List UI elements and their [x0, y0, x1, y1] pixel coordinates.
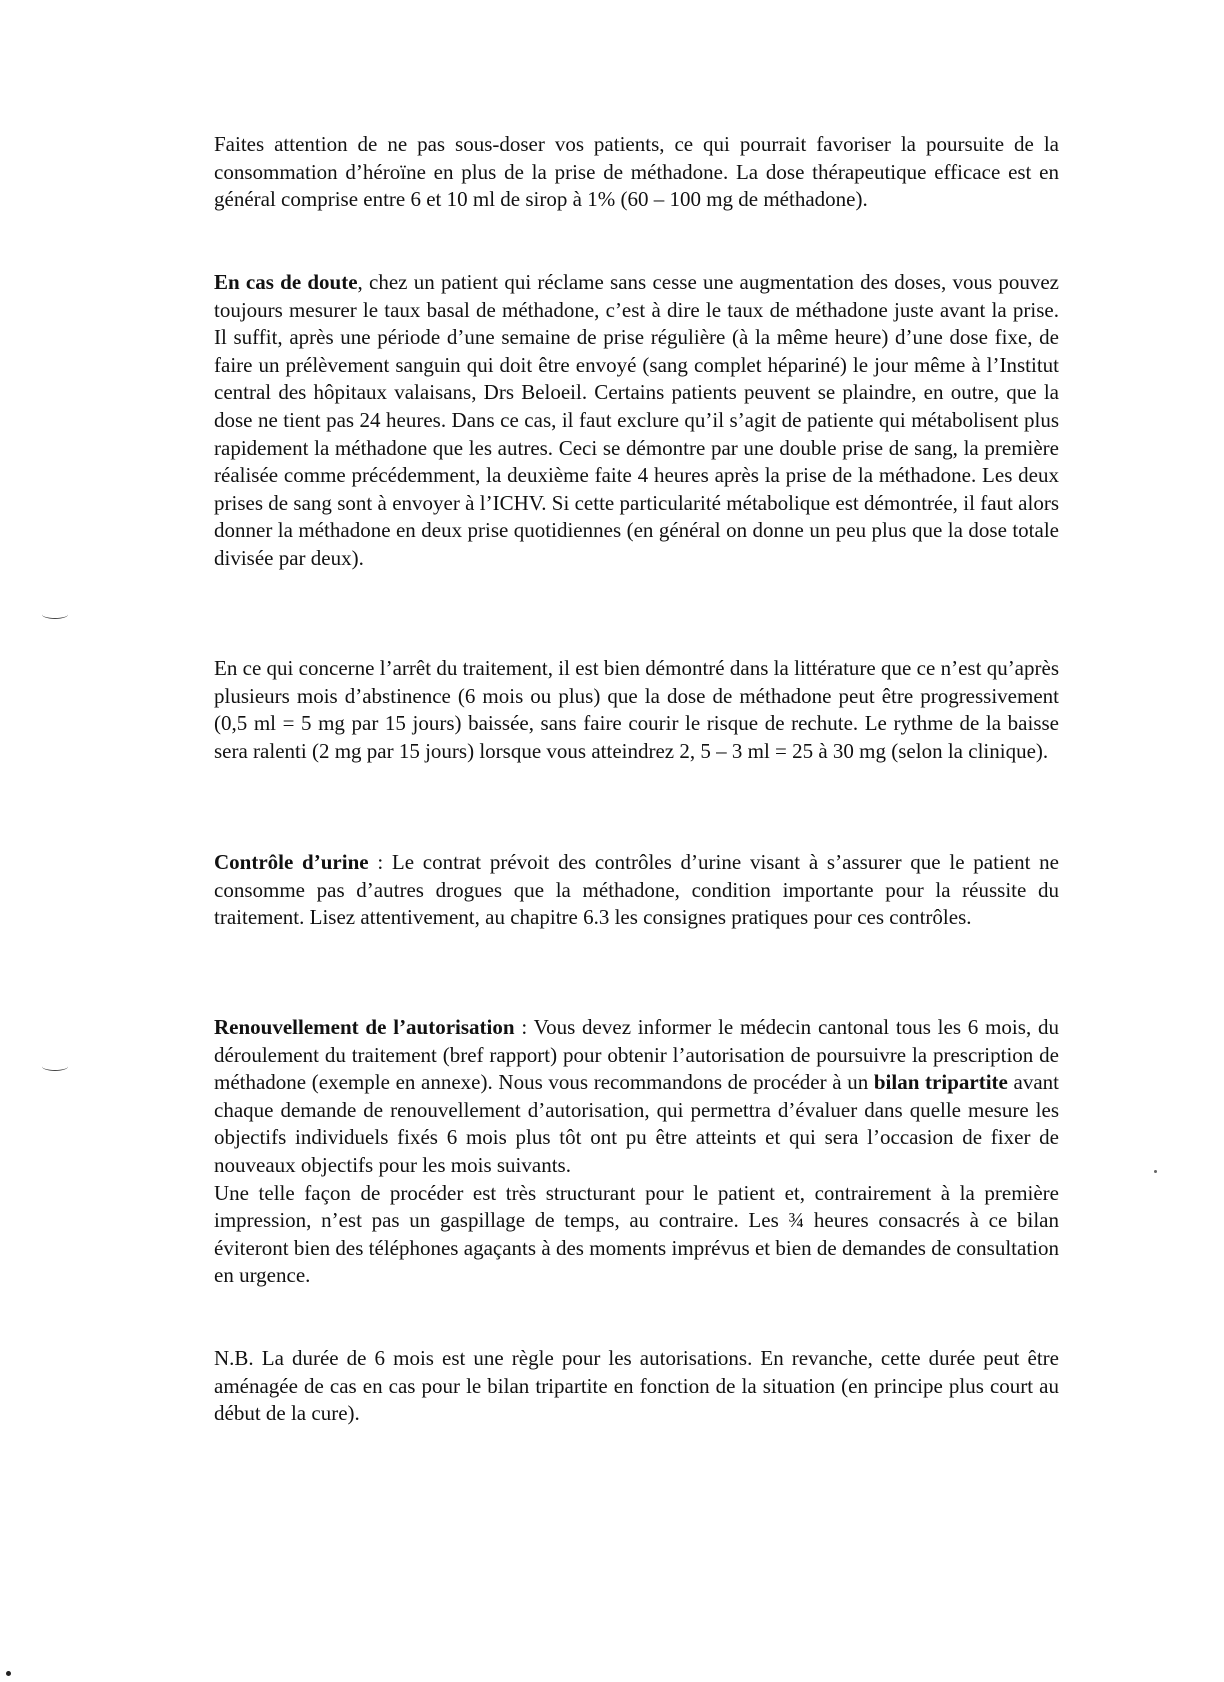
punch-mark-bottom — [42, 1062, 68, 1071]
scan-speck-corner — [6, 1671, 11, 1676]
paragraph-urine-text: : Le contrat prévoit des contrôles d’urine visant à s’assurer que le patient ne consomme pas d’autres drogues que la méthadone, condition importante pour la réussite du traitement. Lisez attentivement, au chapitre 6.3 les consignes pratiques pour ces contrôles. — [214, 850, 1059, 930]
paragraph-renewal-main — [214, 1014, 1059, 1180]
paragraph-doubt-text: , chez un patient qui réclame sans cesse une augmentation des doses, vous pouvez toujours mesurer le taux basal de méthadone, c’est à dire le taux de méthadone juste avant la prise. Il suffit, après une période d’une semaine de prise régulière (à la même heure) d’une dose fixe, de faire un prélèvement sanguin qui doit être envoyé (sang complet hépariné) le jour même à l’Institut central des hôpitaux valaisans, Drs Beloeil. Certains patients peuvent se plaindre, en outre, que la dose ne tient pas 24 heures. Dans ce cas, il faut exclure qu’il s’agit de patiente qui métabolisent plus rapidement la méthadone que les autres. Ceci se démontre par une double prise de sang, la première réalisée comme précédemment, la deuxième faite 4 heures après la prise de la méthadone. Les deux prises de sang sont à envoyer à l’ICHV. Si cette particularité métabolique est démontrée, il faut alors donner la méthadone en deux prise quotidiennes (en général on donne un peu plus que la dose totale divisée par deux). — [214, 270, 1059, 570]
heading-urine-control: Contrôle d’urine — [214, 850, 369, 874]
paragraph-stopping-text: En ce qui concerne l’arrêt du traitement, il est bien démontré dans la littérature que ce n’est qu’après plusieurs mois d’abstinence (6 mois ou plus) que la dose de méthadone peut être progressivement (0,5 ml = 5 mg par 15 jours) baissée, sans faire courir le risque de rechute. Le rythme de la baisse sera ralenti (2 mg par 15 jours) lorsque vous atteindrez 2, 5 – 3 ml = 25 à 30 mg (selon la clinique). — [214, 656, 1059, 763]
punch-mark-top — [42, 610, 68, 619]
paragraph-renewal — [214, 1014, 1059, 1290]
paragraph-renewal-text-a: : Vous devez informer le médecin cantonal tous les 6 mois, du déroulement du traitement (bref rapport) pour obtenir l’autorisation de poursuivre la prescription de méthadone (exemple en annexe). Nous vous recommandons de procéder à un — [214, 1015, 1059, 1095]
paragraph-stopping-treatment — [214, 655, 1059, 765]
paragraph-doubt — [214, 269, 1059, 573]
paragraph-renewal-continuation: Une telle façon de procéder est très structurant pour le patient et, contrairement à la première impression, n’est pas un gaspillage de temps, au contraire. Les ¾ heures consacrés à ce bilan éviteront bien des téléphones agaçants à des moments imprévus et bien de demandes de consultation en urgence. — [214, 1180, 1059, 1288]
paragraph-nb-text: N.B. La durée de 6 mois est une règle pour les autorisations. En revanche, cette durée peut être aménagée de cas en cas pour le bilan tripartite en fonction de la situation (en principe plus court au début de la cure). — [214, 1346, 1059, 1426]
heading-renewal: Renouvellement de l’autorisation — [214, 1015, 515, 1039]
paragraph-urine-control — [214, 849, 1059, 932]
bold-tripartite: bilan tripartite — [873, 1070, 1008, 1095]
scan-speck — [1154, 1170, 1157, 1173]
paragraph-dosage-text: Faites attention de ne pas sous-doser vos patients, ce qui pourrait favoriser la poursuite de la consommation d’héroïne en plus de la prise de méthadone. La dose thérapeutique efficace est en général comprise entre 6 et 10 ml de sirop à 1% (60 – 100 mg de méthadone). — [214, 132, 1059, 212]
paragraph-dosage — [214, 131, 1059, 214]
paragraph-renewal-text-b: avant chaque demande de renouvellement d’autorisation, qui permettra d’évaluer dans quelle mesure les objectifs individuels fixés 6 mois plus tôt ont pu être atteints et qui sera l’occasion de fixer de nouveaux objectifs pour les mois suivants. — [214, 1070, 1059, 1177]
heading-doubt: En cas de doute — [214, 270, 358, 294]
paragraph-nb — [214, 1345, 1059, 1428]
